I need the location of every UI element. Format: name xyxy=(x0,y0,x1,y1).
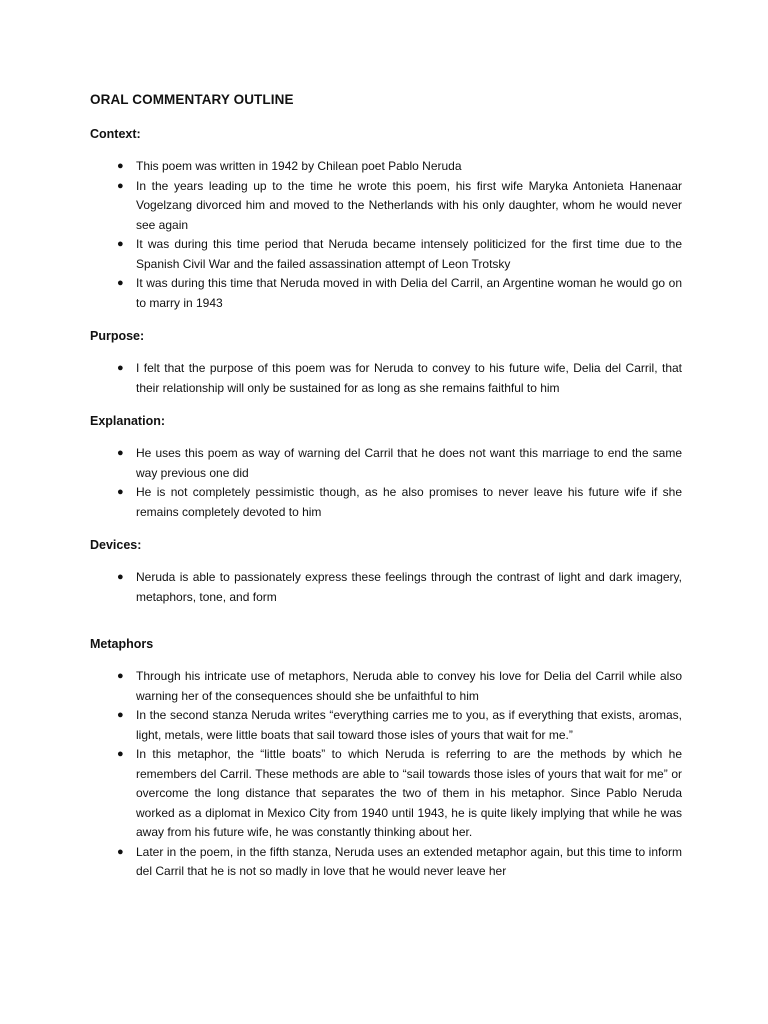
bullet-icon: ● xyxy=(117,571,124,583)
bullet-text: Later in the poem, in the fifth stanza, Neruda uses an extended metaphor again, but this time to inform del Carril that he is not so madly in love that he would never leave her xyxy=(136,844,682,878)
bullet-icon: ● xyxy=(117,748,124,760)
section-purpose xyxy=(90,327,682,398)
bullet-item xyxy=(90,157,682,177)
bullet-item xyxy=(90,483,682,522)
section-heading-purpose: Purpose: xyxy=(90,329,145,343)
bullet-list-explanation xyxy=(90,444,682,522)
bullet-item xyxy=(90,177,682,236)
section-heading-devices: Devices: xyxy=(90,538,142,552)
section-metaphors xyxy=(90,635,682,882)
section-heading-metaphors: Metaphors xyxy=(90,637,154,651)
bullet-list-devices xyxy=(90,568,682,607)
document-body xyxy=(90,90,682,896)
section-heading-context: Context: xyxy=(90,127,141,141)
bullet-icon: ● xyxy=(117,362,124,374)
section-heading-explanation: Explanation: xyxy=(90,414,166,428)
bullet-icon: ● xyxy=(117,277,124,289)
bullet-icon: ● xyxy=(117,179,124,192)
bullet-icon: ● xyxy=(117,238,124,250)
bullet-icon: ● xyxy=(117,447,124,459)
bullet-text: He uses this poem as way of warning del Carril that he does not want this marriage to end the same way previous one did xyxy=(136,446,682,480)
document-title: ORAL COMMENTARY OUTLINE xyxy=(90,92,294,107)
bullet-text: In this metaphor, the “little boats” to which Neruda is referring to are the methods by which he remembers del Carril. These methods are able to “sail towards those isles of yours that wait for me” or overcome the long distance that separates the two of them in his metaphor. Since Pablo Neruda worked as a diplomat in Mexico City from 1940 until 1943, he is quite likely implying that while he was away from his future wife, he was constantly thinking about her. xyxy=(136,747,682,839)
bullet-item xyxy=(90,274,682,313)
bullet-text: It was during this time that Neruda moved in with Delia del Carril, an Argentine woman he would go on to marry in 1943 xyxy=(136,276,682,310)
bullet-text: Through his intricate use of metaphors, Neruda able to convey his love for Delia del Carril while also warning her of the consequences should she be unfaithful to him xyxy=(136,669,682,703)
bullet-list-context xyxy=(90,157,682,313)
section-explanation xyxy=(90,412,682,522)
bullet-icon: ● xyxy=(117,670,124,682)
bullet-text: In the years leading up to the time he wrote this poem, his first wife Maryka Antonieta Hanenaar Vogelzang divorced him and moved to the Netherlands with his only daughter, whom he would never see again xyxy=(136,178,682,232)
bullet-list-purpose xyxy=(90,359,682,398)
bullet-item xyxy=(90,745,682,843)
bullet-text: In the second stanza Neruda writes “everything carries me to you, as if everything that exists, aromas, light, metals, were little boats that sail toward those isles of yours that wait for me.” xyxy=(136,708,682,742)
bullet-item xyxy=(90,568,682,607)
bullet-icon: ● xyxy=(117,486,124,498)
bullet-text: I felt that the purpose of this poem was for Neruda to convey to his future wife, Delia del Carril, that their relationship will only be sustained for as long as she remains faithful to him xyxy=(136,361,682,395)
bullet-text: It was during this time period that Neruda became intensely politicized for the first time due to the Spanish Civil War and the failed assassination attempt of Leon Trotsky xyxy=(136,237,682,271)
bullet-item xyxy=(90,706,682,745)
bullet-item xyxy=(90,843,682,882)
bullet-item xyxy=(90,444,682,483)
bullet-text: Neruda is able to passionately express these feelings through the contrast of light and dark imagery, metaphors, tone, and form xyxy=(136,570,682,604)
blank-line xyxy=(90,621,682,635)
bullet-item xyxy=(90,667,682,706)
bullet-icon: ● xyxy=(117,845,124,858)
bullet-text: He is not completely pessimistic though, as he also promises to never leave his future wife if she remains completely devoted to him xyxy=(136,485,682,519)
bullet-list-metaphors xyxy=(90,667,682,882)
bullet-icon: ● xyxy=(117,709,124,721)
bullet-icon: ● xyxy=(117,160,124,172)
bullet-text: This poem was written in 1942 by Chilean poet Pablo Neruda xyxy=(136,159,462,173)
bullet-item xyxy=(90,359,682,398)
bullet-item xyxy=(90,235,682,274)
section-context xyxy=(90,125,682,313)
section-devices xyxy=(90,536,682,607)
